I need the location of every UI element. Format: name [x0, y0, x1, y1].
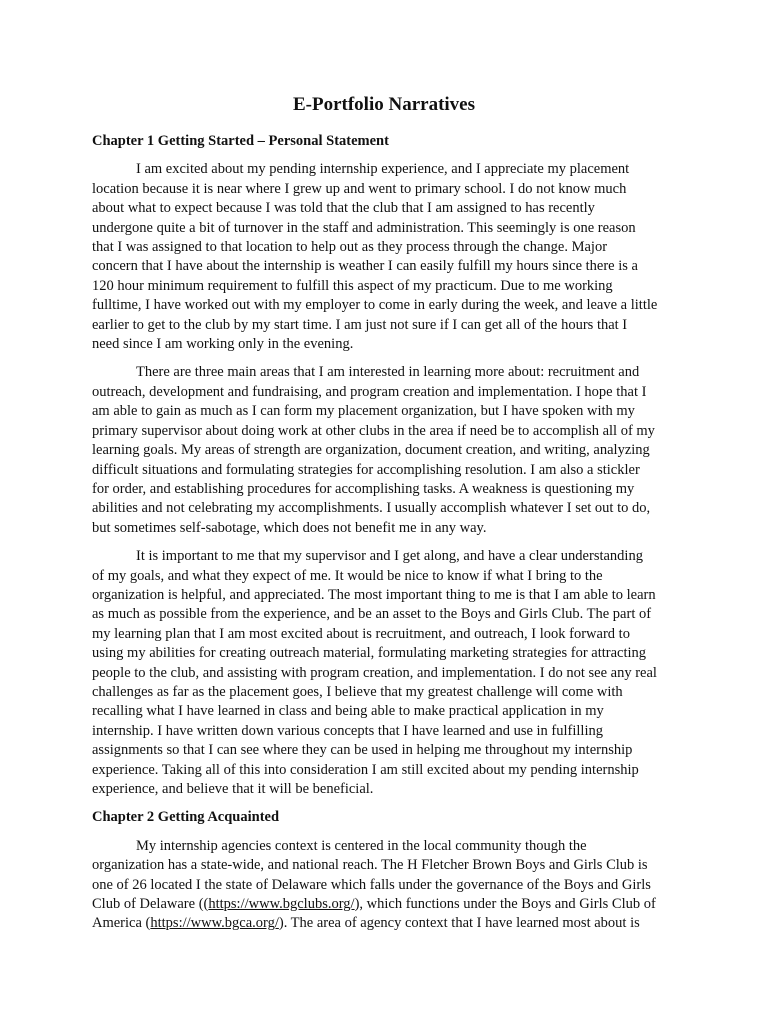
- paragraph-line: internship. I have written down various concepts that I have learned and use in fulfilling: [92, 722, 603, 739]
- bgca-link[interactable]: https://www.bgca.org/: [150, 915, 279, 932]
- paragraph-line: [92, 895, 680, 914]
- paragraph-line: organization is helpful, and appreciated. The most important thing to me is that I am able to learn: [92, 586, 656, 603]
- paragraph-line: It is important to me that my supervisor and I get along, and have a clear understanding: [136, 548, 643, 565]
- paragraph-line: assignments so that I can see where they can be used in helping me throughout my internship: [92, 742, 633, 759]
- paragraph-line: undergone quite a bit of turnover in the staff and administration. This seemingly is one reason: [92, 219, 636, 236]
- paragraph-line: one of 26 located I the state of Delaware which falls under the governance of the Boys and Girls: [92, 876, 651, 893]
- paragraph-line: learning goals. My areas of strength are organization, document creation, and writing, analyzing: [92, 442, 650, 459]
- paragraph-line: fulltime, I have worked out with my employer to come in early during the week, and leave a little: [92, 297, 658, 314]
- paragraph-line: recalling what I have learned in class and being able to make practical application in my: [92, 703, 604, 720]
- paragraph-line: experience. Taking all of this into consideration I am still excited about my pending internship: [92, 761, 639, 778]
- paragraph-line: using my abilities for creating outreach material, formulating marketing strategies for attracting: [92, 645, 647, 662]
- chapter-2-paragraph-1: [92, 837, 680, 934]
- text-segment: America (: [92, 915, 151, 932]
- chapter-1-heading: Chapter 1 Getting Started – Personal Statement: [92, 133, 389, 149]
- paragraph-line: challenges as far as the placement goes, I believe that my greatest challenge will come with: [92, 683, 623, 700]
- paragraph-line: my learning plan that I am most excited about is recruitment, and outreach, I look forward to: [92, 625, 630, 642]
- paragraph-line: abilities and not celebrating my accomplishments. I usually accomplish whatever I set out to do,: [92, 500, 651, 517]
- paragraph-line: as much as possible from the experience, and be an asset to the Boys and Girls Club. The part of: [92, 606, 652, 623]
- paragraph-line: I am excited about my pending internship experience, and I appreciate my placement: [136, 161, 630, 178]
- chapter-1-paragraph-1: [92, 160, 680, 354]
- paragraph-line: that I was assigned to that location to help out as they process through the change. Major: [92, 239, 608, 256]
- paragraph-line: experience, and believe that it will be beneficial.: [92, 781, 374, 797]
- paragraph-line: difficult situations and formulating strategies for accomplishing resolution. I am also a stickler: [92, 461, 640, 478]
- text-segment: Club of Delaware ((: [92, 896, 209, 913]
- chapter-1-paragraph-3: [92, 547, 680, 799]
- chapter-1-paragraph-2: [92, 363, 680, 538]
- paragraph-line: location because it is near where I grew up and went to primary school. I do not know much: [92, 180, 627, 197]
- paragraph-line: primary supervisor about doing work at other clubs in the area if need be to accomplish all of my: [92, 422, 655, 439]
- paragraph-line: people to the club, and assisting with program creation, and implementation. I do not see any real: [92, 664, 657, 681]
- text-segment: ), which functions under the Boys and Girls Club of: [354, 896, 656, 913]
- paragraph-line: but sometimes self-sabotage, which does not benefit me in any way.: [92, 519, 487, 536]
- paragraph-line: for order, and establishing procedures for accomplishing tasks. A weakness is questioning my: [92, 480, 635, 497]
- paragraph-line: concern that I have about the internship is weather I can easily fulfill my hours since there is a: [92, 258, 638, 275]
- document-title: E-Portfolio Narratives: [292, 94, 476, 115]
- paragraph-line: [92, 914, 680, 933]
- paragraph-line: 120 hour minimum requirement to fulfill this aspect of my practicum. Due to me working: [92, 277, 613, 294]
- paragraph-line: about what to expect because I was told that the club that I am assigned to has recently: [92, 200, 595, 217]
- chapter-2-heading: Chapter 2 Getting Acquainted: [92, 809, 280, 826]
- paragraph-line: outreach, development and fundraising, and program creation and implementation. I hope that I: [92, 383, 647, 400]
- bgclubs-link[interactable]: https://www.bgclubs.org/: [208, 896, 355, 913]
- paragraph-line: need since I am working only in the evening.: [92, 336, 354, 353]
- paragraph-line: of my goals, and what they expect of me. It would be nice to know if what I bring to the: [92, 567, 603, 584]
- paragraph-line: organization has a state-wide, and national reach. The H Fletcher Brown Boys and Girls Club is: [92, 857, 648, 874]
- paragraph-line: There are three main areas that I am interested in learning more about: recruitment and: [136, 364, 640, 381]
- text-segment: ). The area of agency context that I have learned most about is: [278, 915, 640, 932]
- paragraph-line: am able to gain as much as I can form my placement organization, but I have spoken with my: [92, 403, 635, 420]
- paragraph-line: My internship agencies context is centered in the local community though the: [136, 837, 587, 854]
- paragraph-line: earlier to get to the club by my start time. I am just not sure if I can get all of the hours that I: [92, 316, 628, 333]
